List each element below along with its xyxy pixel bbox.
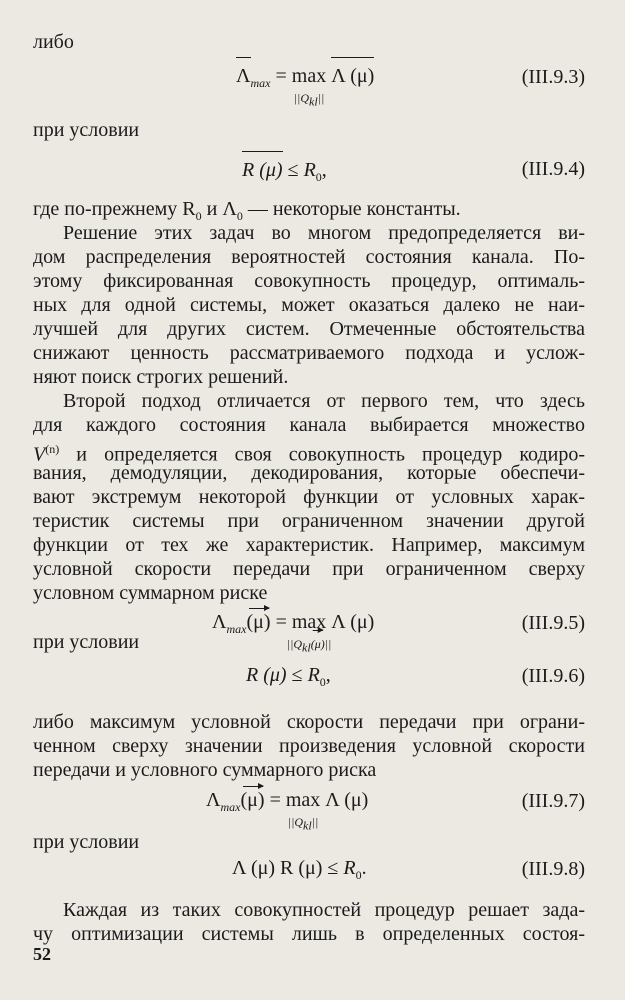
equation-III-9-4 [0, 150, 625, 200]
equation-body: R $(\mu) \le R_0$, [246, 664, 331, 689]
equation-III-9-3 [0, 62, 625, 112]
text-line: $V^{(n)}$ и определяется своя совокупность процедур кодиро- [33, 442, 585, 466]
text-line: ных для одной системы, может оказаться далеко не наи- [33, 294, 585, 316]
text-line: для каждого состояния канала выбирается множество [33, 414, 585, 436]
equation-body: $\Lambda_{max}(\mu) = \max$ $||Q_{kl}(\mu)||$ Λ (μ) [212, 611, 375, 655]
text-line: функции от тех же характеристик. Например, максимум [33, 534, 585, 556]
word-provided: при условии [33, 831, 140, 853]
word-provided: при условии [33, 119, 140, 141]
word-provided: при условии [33, 631, 140, 653]
text-line: вают экстремум некоторой функции от условных харак- [33, 486, 585, 508]
text-line: условной скорости передачи при ограниченном сверху [33, 558, 585, 580]
equation-body: $\Lambda_{max}(\mu) = \max$ $||Q_{kl}||$ Λ (μ) [206, 789, 369, 833]
max-operator: max $||Q_{kl}||$ [285, 789, 321, 833]
text-line: лучшей для других систем. Отмеченные обстоятельства [33, 318, 585, 340]
text-line: Второй подход отличается от первого тем, что здесь [63, 390, 585, 412]
equation-III-9-6 [0, 663, 625, 713]
equation-number: (III.9.5) [521, 612, 585, 634]
text-line: передачи и условного суммарного риска [33, 759, 377, 781]
text-line: условном суммарном риске [33, 582, 268, 604]
max-operator: max $||Q_{kl}(\mu)||$ [286, 611, 332, 655]
equation-number: (III.9.6) [521, 665, 585, 687]
equation-number: (III.9.3) [521, 66, 585, 88]
text-line: няют поиск строгих решений. [33, 366, 289, 388]
max-operator: max $||Q_{kl}||$ [291, 65, 327, 109]
text-line: чу оптимизации системы лишь в определенных состоя- [33, 923, 585, 945]
equation-number: (III.9.7) [521, 790, 585, 812]
text-line: либо максимум условной скорости передачи при ограни- [33, 711, 585, 733]
text-line: снижают ценность рассматриваемого подхода и услож- [33, 342, 585, 364]
text-line: дом распределения вероятностей состояния канала. По- [33, 246, 585, 268]
text-line: Каждая из таких совокупностей процедур решает зада- [63, 899, 585, 921]
word-either: либо [33, 31, 74, 53]
equation-body: $\Lambda_{max} = \max$ $||Q_{kl}||$ Λ (μ) [236, 65, 375, 109]
equation-body: Λ (μ) R $(\mu) \le R_0$. [232, 857, 367, 882]
paragraph-constants: где по-прежнему $R_0$ и $\Lambda_0$ — некоторые константы. [33, 198, 461, 223]
page-number: 52 [33, 944, 51, 964]
text-line: Решение этих задач во многом предопределяется ви- [63, 222, 585, 244]
equation-number: (III.9.8) [521, 858, 585, 880]
text-line: этому фиксированная совокупность процедур, оптималь- [33, 270, 585, 292]
equation-body: R $(\mu) \le R_0$, [242, 159, 327, 184]
equation-number: (III.9.4) [521, 158, 585, 180]
text-line: вания, демодуляции, декодирования, которые обеспечи- [33, 462, 585, 484]
text-line: ченном сверху значении произведения условной скорости [33, 735, 585, 757]
text-line: теристик системы при ограниченном значении другой [33, 510, 585, 532]
